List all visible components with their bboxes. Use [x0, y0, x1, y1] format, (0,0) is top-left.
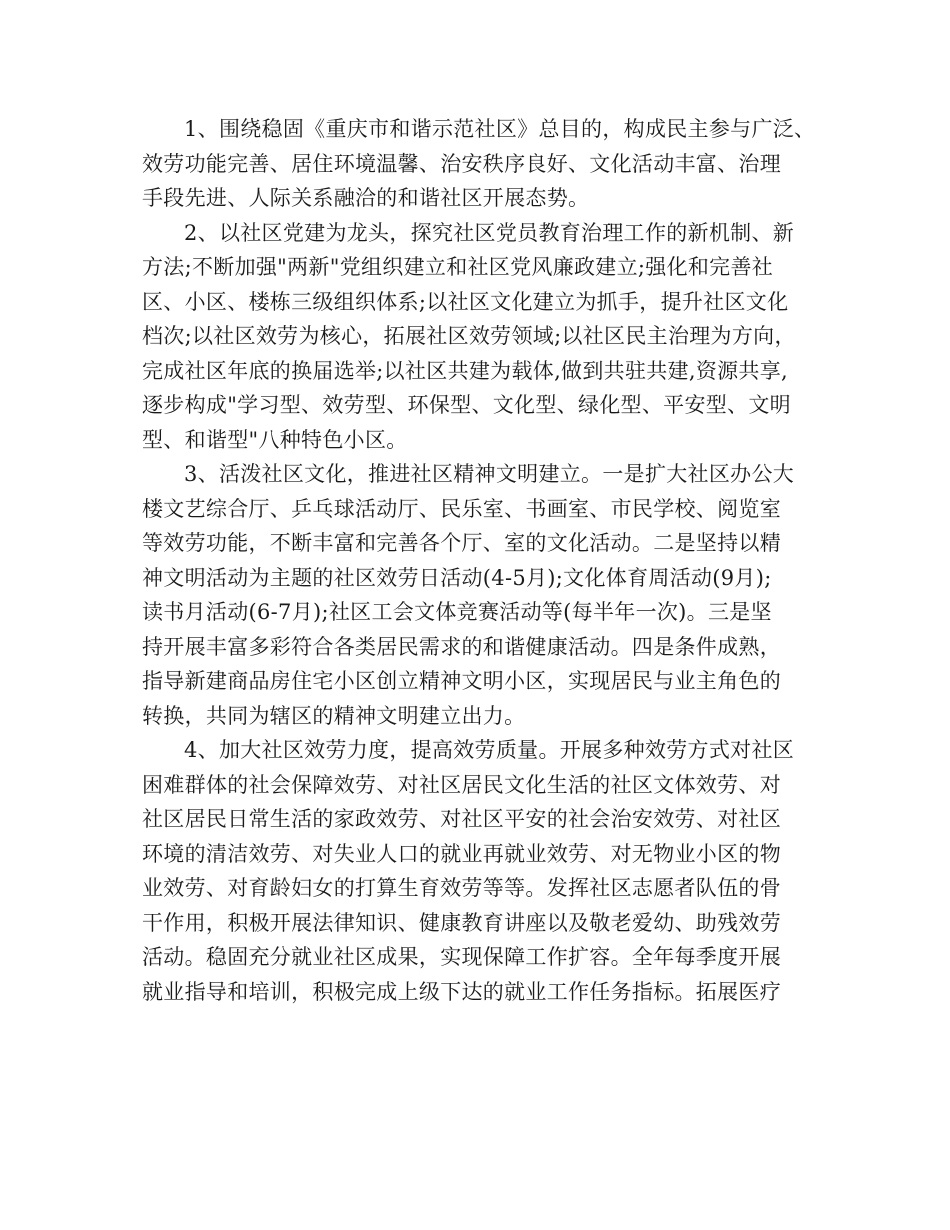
paragraph-2-line-7: 型、和谐型"八种特色小区。	[142, 427, 408, 452]
paragraph-4-line-6: 干作用，积极开展法律知识、健康教育讲座以及敬老爱幼、助残效劳	[142, 910, 781, 935]
paragraph-3-line-1: 3、活泼社区文化，推进社区精神文明建立。一是扩大社区办公大	[184, 462, 795, 486]
paragraph-3-line-2: 楼文艺综合厅、乒乓球活动厅、民乐室、书画室、市民学校、阅览室	[142, 496, 781, 521]
paragraph-4-line-8: 就业指导和培训，积极完成上级下达的就业工作任务指标。拓展医疗	[142, 979, 781, 1004]
paragraph-2-line-3: 区、小区、楼栋三级组织体系;以社区文化建立为抓手，提升社区文化	[142, 289, 789, 314]
paragraph-3-line-6: 持开展丰富多彩符合各类居民需求的和谐健康活动。四是条件成熟，	[142, 634, 781, 659]
paragraph-2-line-1: 2、以社区党建为龙头，探究社区党员教育治理工作的新机制、新	[184, 220, 795, 245]
paragraph-2-line-4: 档次;以社区效劳为核心，拓展社区效劳领域;以社区民主治理为方向，	[142, 324, 796, 348]
paragraph-3-line-5: 读书月活动(6-7月);社区工会文体竞赛活动等(每半年一次)。三是坚	[142, 600, 772, 624]
paragraph-4-line-4: 环境的清洁效劳、对失业人口的就业再就业效劳、对无物业小区的物	[142, 841, 781, 866]
paragraph-4-line-3: 社区居民日常生活的家政效劳、对社区平安的社会治安效劳、对社区	[142, 807, 781, 831]
paragraph-4-line-2: 困难群体的社会保障效劳、对社区居民文化生活的社区文体效劳、对	[142, 772, 781, 797]
paragraph-4-line-5: 业效劳、对育龄妇女的打算生育效劳等等。发挥社区志愿者队伍的骨	[142, 876, 781, 900]
paragraph-2-line-6: 逐步构成"学习型、效劳型、环保型、文化型、绿化型、平安型、文明	[142, 393, 791, 417]
paragraph-2-line-5: 完成社区年底的换届选举;以社区共建为载体,做到共驻共建,资源共享,	[142, 358, 788, 383]
paragraph-1-line-2: 效劳功能完善、居住环境温馨、治安秩序良好、文化活动丰富、治理	[142, 151, 781, 176]
paragraph-3-line-8: 转换，共同为辖区的精神文明建立出力。	[142, 703, 526, 728]
paragraph-1-line-1: 1、围绕稳固《重庆市和谐示范社区》总目的，构成民主参与广泛、	[184, 117, 816, 141]
paragraph-4-line-1: 4、加大社区效劳力度，提高效劳质量。开展多种效劳方式对社区	[184, 738, 795, 762]
paragraph-3-line-3: 等效劳功能，不断丰富和完善各个厅、室的文化活动。二是坚持以精	[142, 531, 781, 555]
paragraph-3-line-7: 指导新建商品房住宅小区创立精神文明小区，实现居民与业主角色的	[142, 669, 781, 693]
paragraph-4-line-7: 活动。稳固充分就业社区成果，实现保障工作扩容。全年每季度开展	[142, 945, 781, 969]
document-body	[142, 112, 838, 1009]
paragraph-1-line-3: 手段先进、人际关系融洽的和谐社区开展态势。	[142, 186, 590, 210]
paragraph-2-line-2: 方法;不断加强"两新"党组织建立和社区党风廉政建立;强化和完善社	[142, 255, 774, 279]
paragraph-3-line-4: 神文明活动为主题的社区效劳日活动(4-5月);文化体育周活动(9月);	[142, 565, 772, 590]
